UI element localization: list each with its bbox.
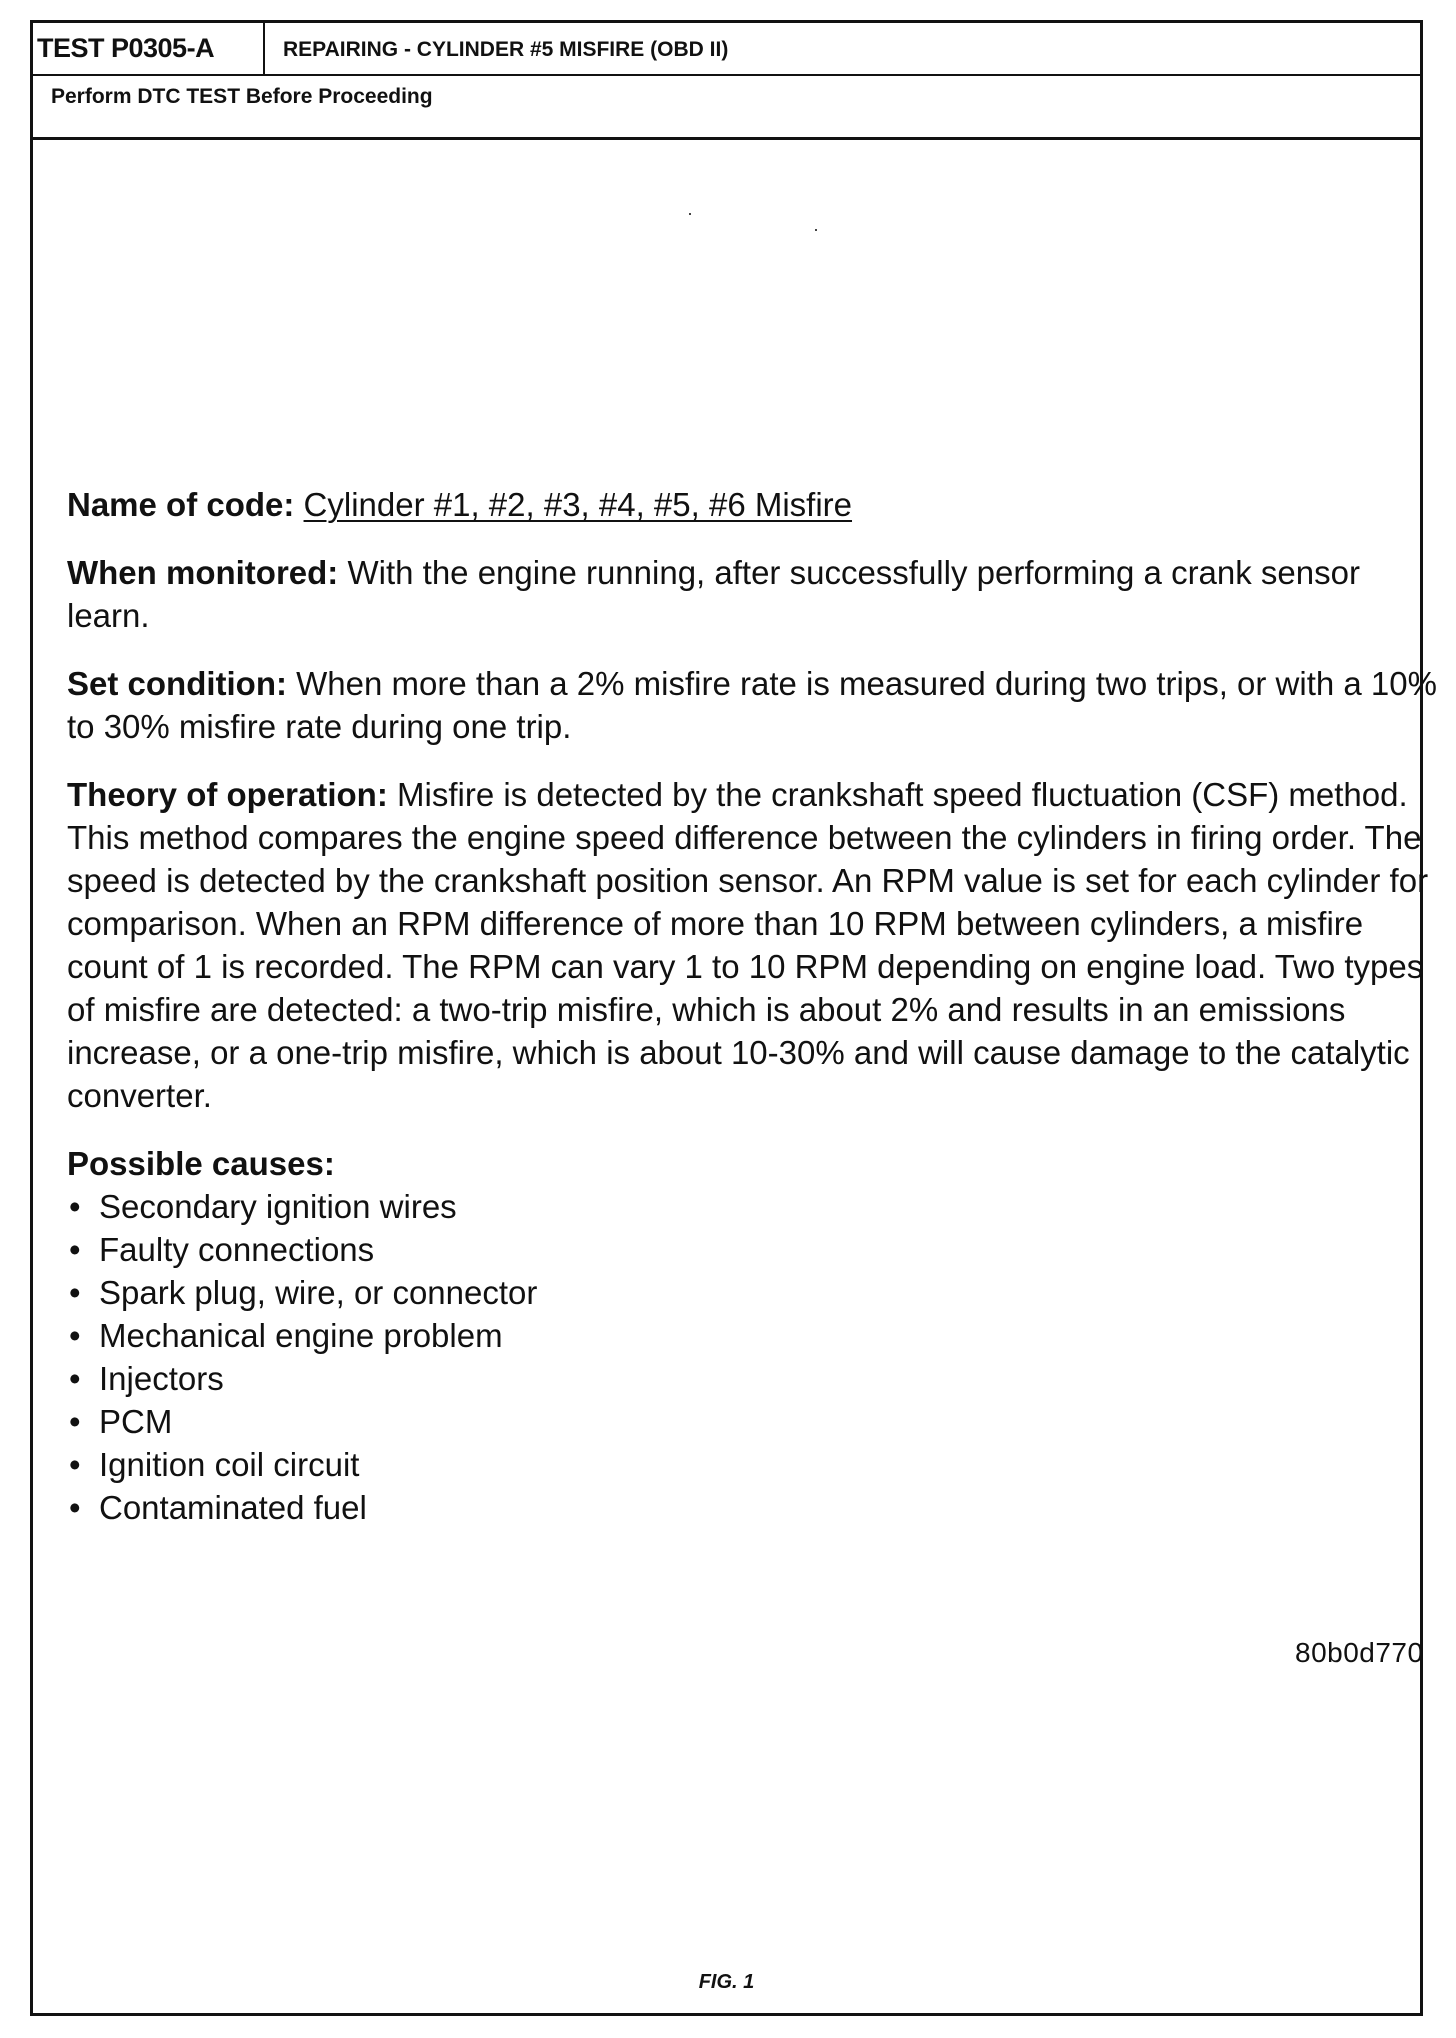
scan-speck bbox=[689, 213, 691, 215]
possible-causes-section bbox=[67, 1142, 1447, 1529]
header-row bbox=[33, 23, 1420, 76]
list-item-text: Injectors bbox=[99, 1360, 224, 1397]
document-frame bbox=[30, 20, 1437, 2016]
bullet-icon: • bbox=[69, 1188, 81, 1225]
bullet-icon: • bbox=[69, 1360, 81, 1397]
name-of-code-value: Cylinder #1, #2, #3, #4, #5, #6 Misfire bbox=[303, 486, 853, 523]
set-condition-label: Set condition: bbox=[67, 665, 287, 702]
scan-speck bbox=[815, 229, 817, 231]
list-item-text: Spark plug, wire, or connector bbox=[99, 1274, 538, 1311]
set-condition-paragraph bbox=[67, 662, 1447, 748]
figure-label: FIG. 1 bbox=[698, 1971, 755, 1993]
theory-label: Theory of operation: bbox=[67, 776, 388, 813]
when-monitored-value: With the engine running, after successfully performing a crank sensor learn. bbox=[67, 554, 1360, 634]
bullet-icon: • bbox=[69, 1231, 81, 1268]
when-monitored-paragraph bbox=[67, 551, 1447, 637]
subheader-row bbox=[33, 76, 1420, 140]
list-item-text: Mechanical engine problem bbox=[99, 1317, 503, 1354]
bullet-icon: • bbox=[69, 1489, 81, 1526]
list-item bbox=[67, 1185, 1447, 1228]
theory-value: Misfire is detected by the crankshaft speed fluctuation (CSF) method. This method compares the engine speed difference between the cylinders in firing order. The speed is detected by the crankshaft position sensor. An RPM value is set for each cylinder for comparison. When an RPM difference of more than 10 RPM between cylinders, a misfire count of 1 is recorded. The RPM can vary 1 to 10 RPM depending on engine load. Two types of misfire are detected: a two-trip misfire, which is about 2% and results in an emissions increase, or a one-trip misfire, which is about 10-30% and will cause damage to the catalytic converter. bbox=[67, 776, 1429, 1114]
set-condition-value: When more than a 2% misfire rate is measured during two trips, or with a 10% to 30% misfire rate during one trip. bbox=[67, 665, 1437, 745]
list-item-text: Faulty connections bbox=[99, 1231, 375, 1268]
bullet-icon: • bbox=[69, 1274, 81, 1311]
list-item bbox=[67, 1314, 1447, 1357]
list-item-text: Secondary ignition wires bbox=[99, 1188, 457, 1225]
list-item bbox=[67, 1400, 1447, 1443]
image-code-id: 80b0d770 bbox=[1295, 1637, 1424, 1668]
subheader-text: Perform DTC TEST Before Proceeding bbox=[51, 85, 433, 108]
list-item bbox=[67, 1486, 1447, 1529]
list-item-text: Ignition coil circuit bbox=[99, 1446, 360, 1483]
bullet-icon: • bbox=[69, 1403, 81, 1440]
when-monitored-label: When monitored: bbox=[67, 554, 339, 591]
possible-causes-label: Possible causes: bbox=[67, 1145, 335, 1182]
list-item bbox=[67, 1357, 1447, 1400]
list-item bbox=[67, 1443, 1447, 1486]
list-item bbox=[67, 1228, 1447, 1271]
list-item-text: PCM bbox=[99, 1403, 173, 1440]
list-item-text: Contaminated fuel bbox=[99, 1489, 367, 1526]
name-of-code-paragraph bbox=[67, 483, 1447, 526]
test-id: TEST P0305-A bbox=[33, 23, 265, 74]
content-body bbox=[67, 483, 1447, 1529]
name-of-code-label: Name of code: bbox=[67, 486, 295, 523]
list-item bbox=[67, 1271, 1447, 1314]
theory-paragraph bbox=[67, 773, 1447, 1117]
bullet-icon: • bbox=[69, 1446, 81, 1483]
possible-causes-list bbox=[67, 1185, 1447, 1529]
test-title: REPAIRING - CYLINDER #5 MISFIRE (OBD II) bbox=[283, 38, 729, 61]
bullet-icon: • bbox=[69, 1317, 81, 1354]
